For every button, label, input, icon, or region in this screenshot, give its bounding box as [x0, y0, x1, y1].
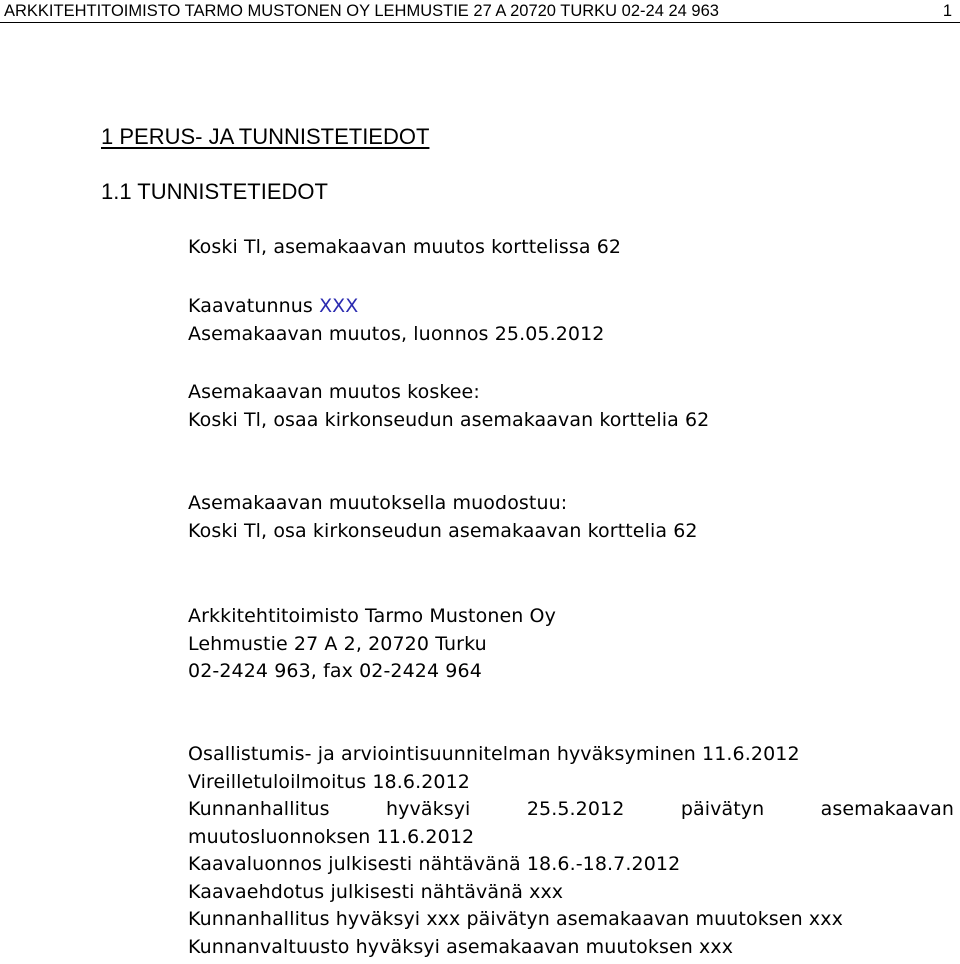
- forms-label: Asemakaavan muutoksella muodostuu:: [188, 492, 568, 514]
- subsection-heading: 1.1 TUNNISTETIEDOT: [101, 179, 328, 204]
- concerns-label: Asemakaavan muutos koskee:: [188, 381, 480, 403]
- forms-text: Koski Tl, osa kirkonseudun asemakaavan korttelia 62: [188, 519, 698, 542]
- section-heading: 1 PERUS- JA TUNNISTETIEDOT: [101, 124, 430, 149]
- draft-line: Asemakaavan muutos, luonnos 25.05.2012: [188, 322, 605, 345]
- page-header: [0, 0, 960, 23]
- timeline-item: Kaavaluonnos julkisesti nähtävänä 18.6.-18.7.2012: [188, 853, 681, 875]
- timeline-item: Kaavaehdotus julkisesti nähtävänä xxx: [188, 880, 564, 903]
- plan-code-label: Kaavatunnus: [188, 295, 320, 317]
- timeline-block: [188, 741, 954, 961]
- plan-code-block: [188, 293, 604, 348]
- page-number: 1: [942, 2, 952, 20]
- office-phone: 02-2424 963, fax 02-2424 964: [188, 660, 482, 682]
- office-block: [188, 603, 556, 686]
- forms-block: [188, 490, 698, 545]
- concerns-block: [188, 379, 709, 434]
- timeline-item: Vireilletuloilmoitus 18.6.2012: [188, 770, 470, 793]
- concerns-text: Koski Tl, osaa kirkonseudun asemakaavan korttelia 62: [188, 408, 710, 431]
- office-address: Lehmustie 27 A 2, 20720 Turku: [188, 632, 487, 655]
- plan-code-value: XXX: [319, 295, 359, 317]
- timeline-item: Kunnanvaltuusto hyväksyi asemakaavan muutoksen xxx: [188, 935, 734, 958]
- timeline-item: Kunnanhallitus hyväksyi 25.5.2012 päivätyn asemakaavan: [188, 798, 954, 820]
- plan-code-line: [188, 293, 604, 321]
- timeline-item: muutosluonnoksen 11.6.2012: [188, 825, 475, 848]
- plan-title-block: [188, 234, 621, 262]
- office-name: Arkkitehtitoimisto Tarmo Mustonen Oy: [188, 605, 556, 627]
- timeline-item: Kunnanhallitus hyväksyi xxx päivätyn asemakaavan muutoksen xxx: [188, 908, 843, 930]
- running-header-text: ARKKITEHTITOIMISTO TARMO MUSTONEN OY LEHMUSTIE 27 A 20720 TURKU 02-24 24 963: [4, 2, 719, 20]
- plan-title: Koski Tl, asemakaavan muutos korttelissa 62: [188, 236, 622, 258]
- timeline-item: Osallistumis- ja arviointisuunnitelman hyväksyminen 11.6.2012: [188, 743, 800, 765]
